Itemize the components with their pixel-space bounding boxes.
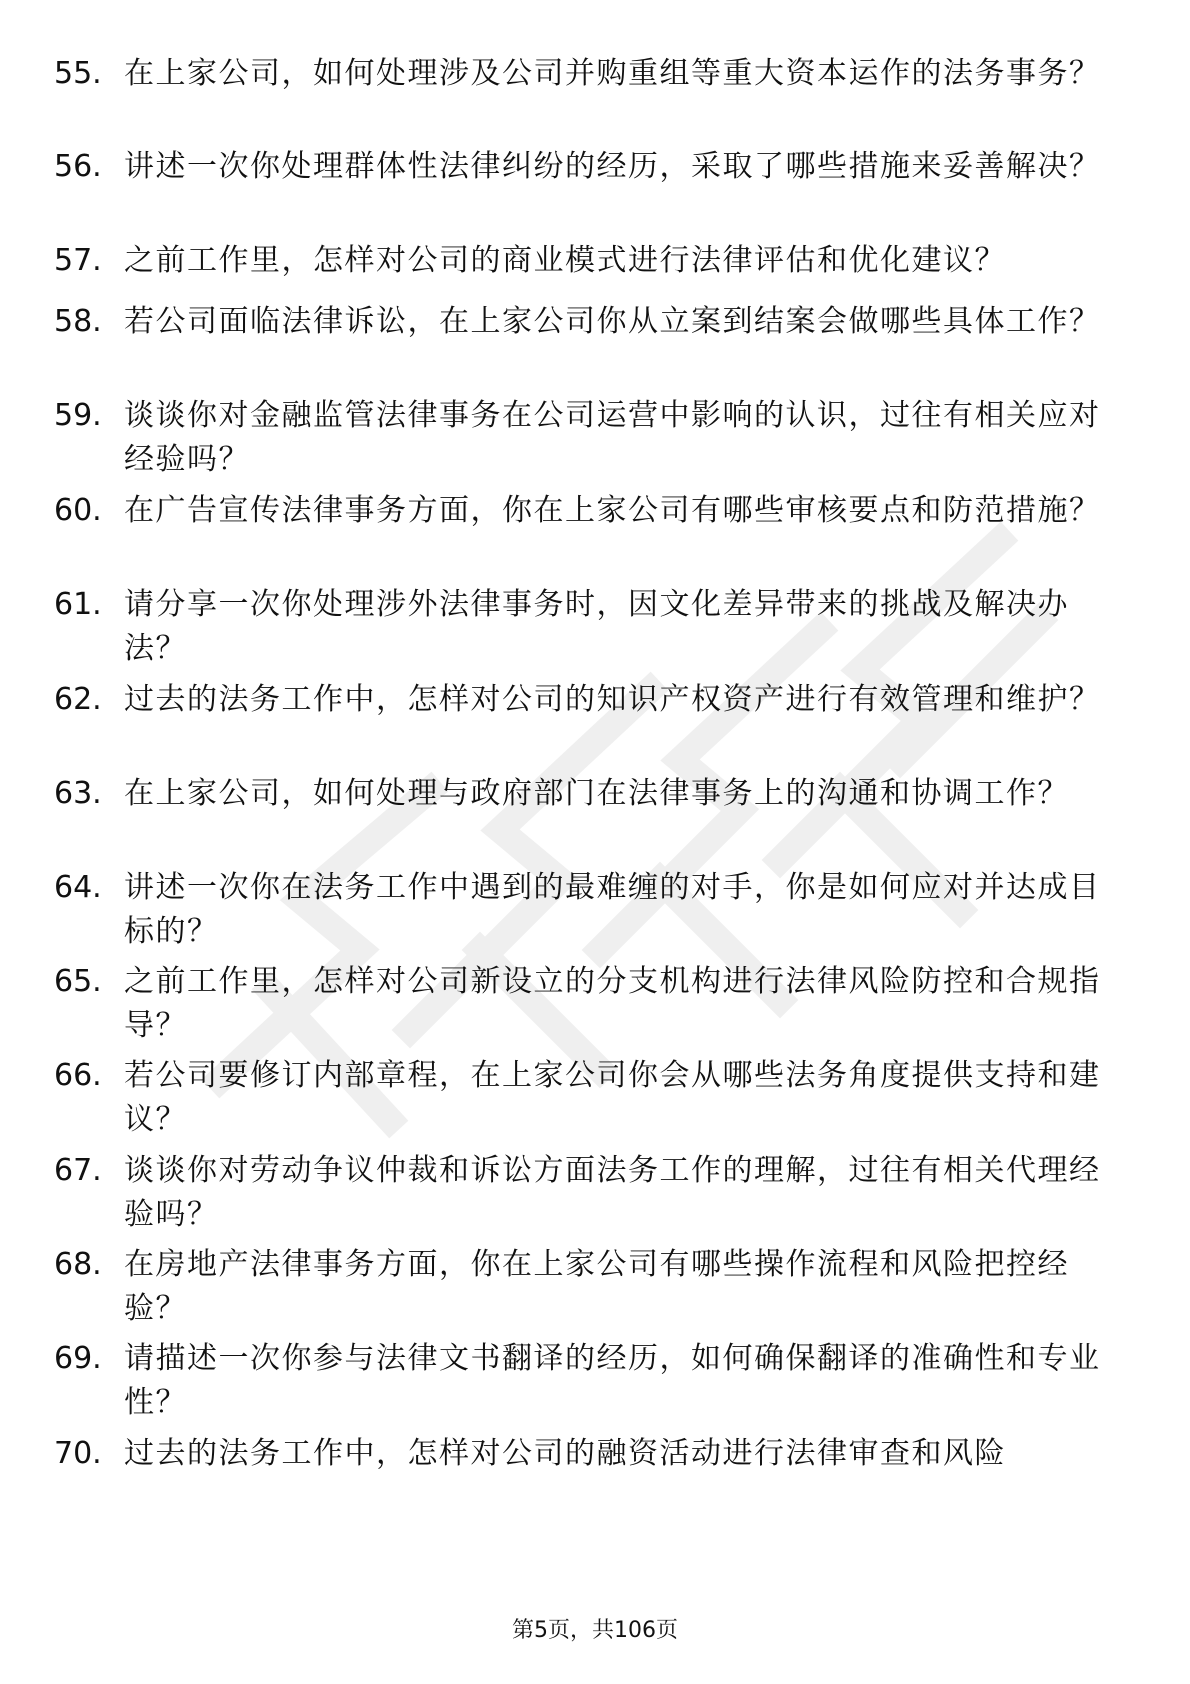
question-text: 在广告宣传法律事务方面，你在上家公司有哪些审核要点和防范措施？ (124, 493, 1101, 528)
question-text: 之前工作里，怎样对公司新设立的分支机构进行法律风险防控和合规指导？ (124, 964, 1101, 1043)
question-number: 58. (54, 304, 102, 339)
question-number: 61. (54, 587, 102, 622)
page-footer: 第5页，共106页 (512, 1618, 678, 1643)
question-text: 在上家公司，如何处理涉及公司并购重组等重大资本运作的法务事务？ (124, 56, 1101, 91)
question-text: 谈谈你对金融监管法律事务在公司运营中影响的认识，过往有相关应对经验吗？ (124, 398, 1101, 477)
question-text: 之前工作里，怎样对公司的商业模式进行法律评估和优化建议？ (124, 243, 1006, 278)
question-text: 讲述一次你处理群体性法律纠纷的经历，采取了哪些措施来妥善解决？ (124, 149, 1101, 184)
question-number: 55. (54, 56, 102, 91)
question-number: 57. (54, 243, 102, 278)
question-text: 请描述一次你参与法律文书翻译的经历，如何确保翻译的准确性和专业性？ (124, 1341, 1101, 1420)
question-text: 若公司面临法律诉讼，在上家公司你从立案到结案会做哪些具体工作？ (124, 304, 1101, 339)
question-text: 在房地产法律事务方面，你在上家公司有哪些操作流程和风险把控经验？ (124, 1247, 1069, 1326)
question-text: 谈谈你对劳动争议仲裁和诉讼方面法务工作的理解，过往有相关代理经验吗？ (124, 1153, 1101, 1232)
question-number: 59. (54, 398, 102, 433)
question-number: 63. (54, 776, 102, 811)
question-text: 讲述一次你在法务工作中遇到的最难缠的对手，你是如何应对并达成目标的？ (124, 870, 1101, 949)
question-number: 68. (54, 1247, 102, 1282)
question-number: 69. (54, 1341, 102, 1376)
question-text: 请分享一次你处理涉外法律事务时，因文化差异带来的挑战及解决办法？ (124, 587, 1069, 666)
question-number: 65. (54, 964, 102, 999)
question-number: 64. (54, 870, 102, 905)
question-text: 若公司要修订内部章程，在上家公司你会从哪些法务角度提供支持和建议？ (124, 1058, 1101, 1137)
question-text: 在上家公司，如何处理与政府部门在法律事务上的沟通和协调工作？ (124, 776, 1069, 811)
question-number: 67. (54, 1153, 102, 1188)
question-number: 70. (54, 1436, 102, 1471)
question-number: 66. (54, 1058, 102, 1093)
question-number: 60. (54, 493, 102, 528)
question-number: 62. (54, 682, 102, 717)
question-number: 56. (54, 149, 102, 184)
question-text: 过去的法务工作中，怎样对公司的融资活动进行法律审查和风险 (124, 1436, 1006, 1471)
question-text: 过去的法务工作中，怎样对公司的知识产权资产进行有效管理和维护？ (124, 682, 1101, 717)
